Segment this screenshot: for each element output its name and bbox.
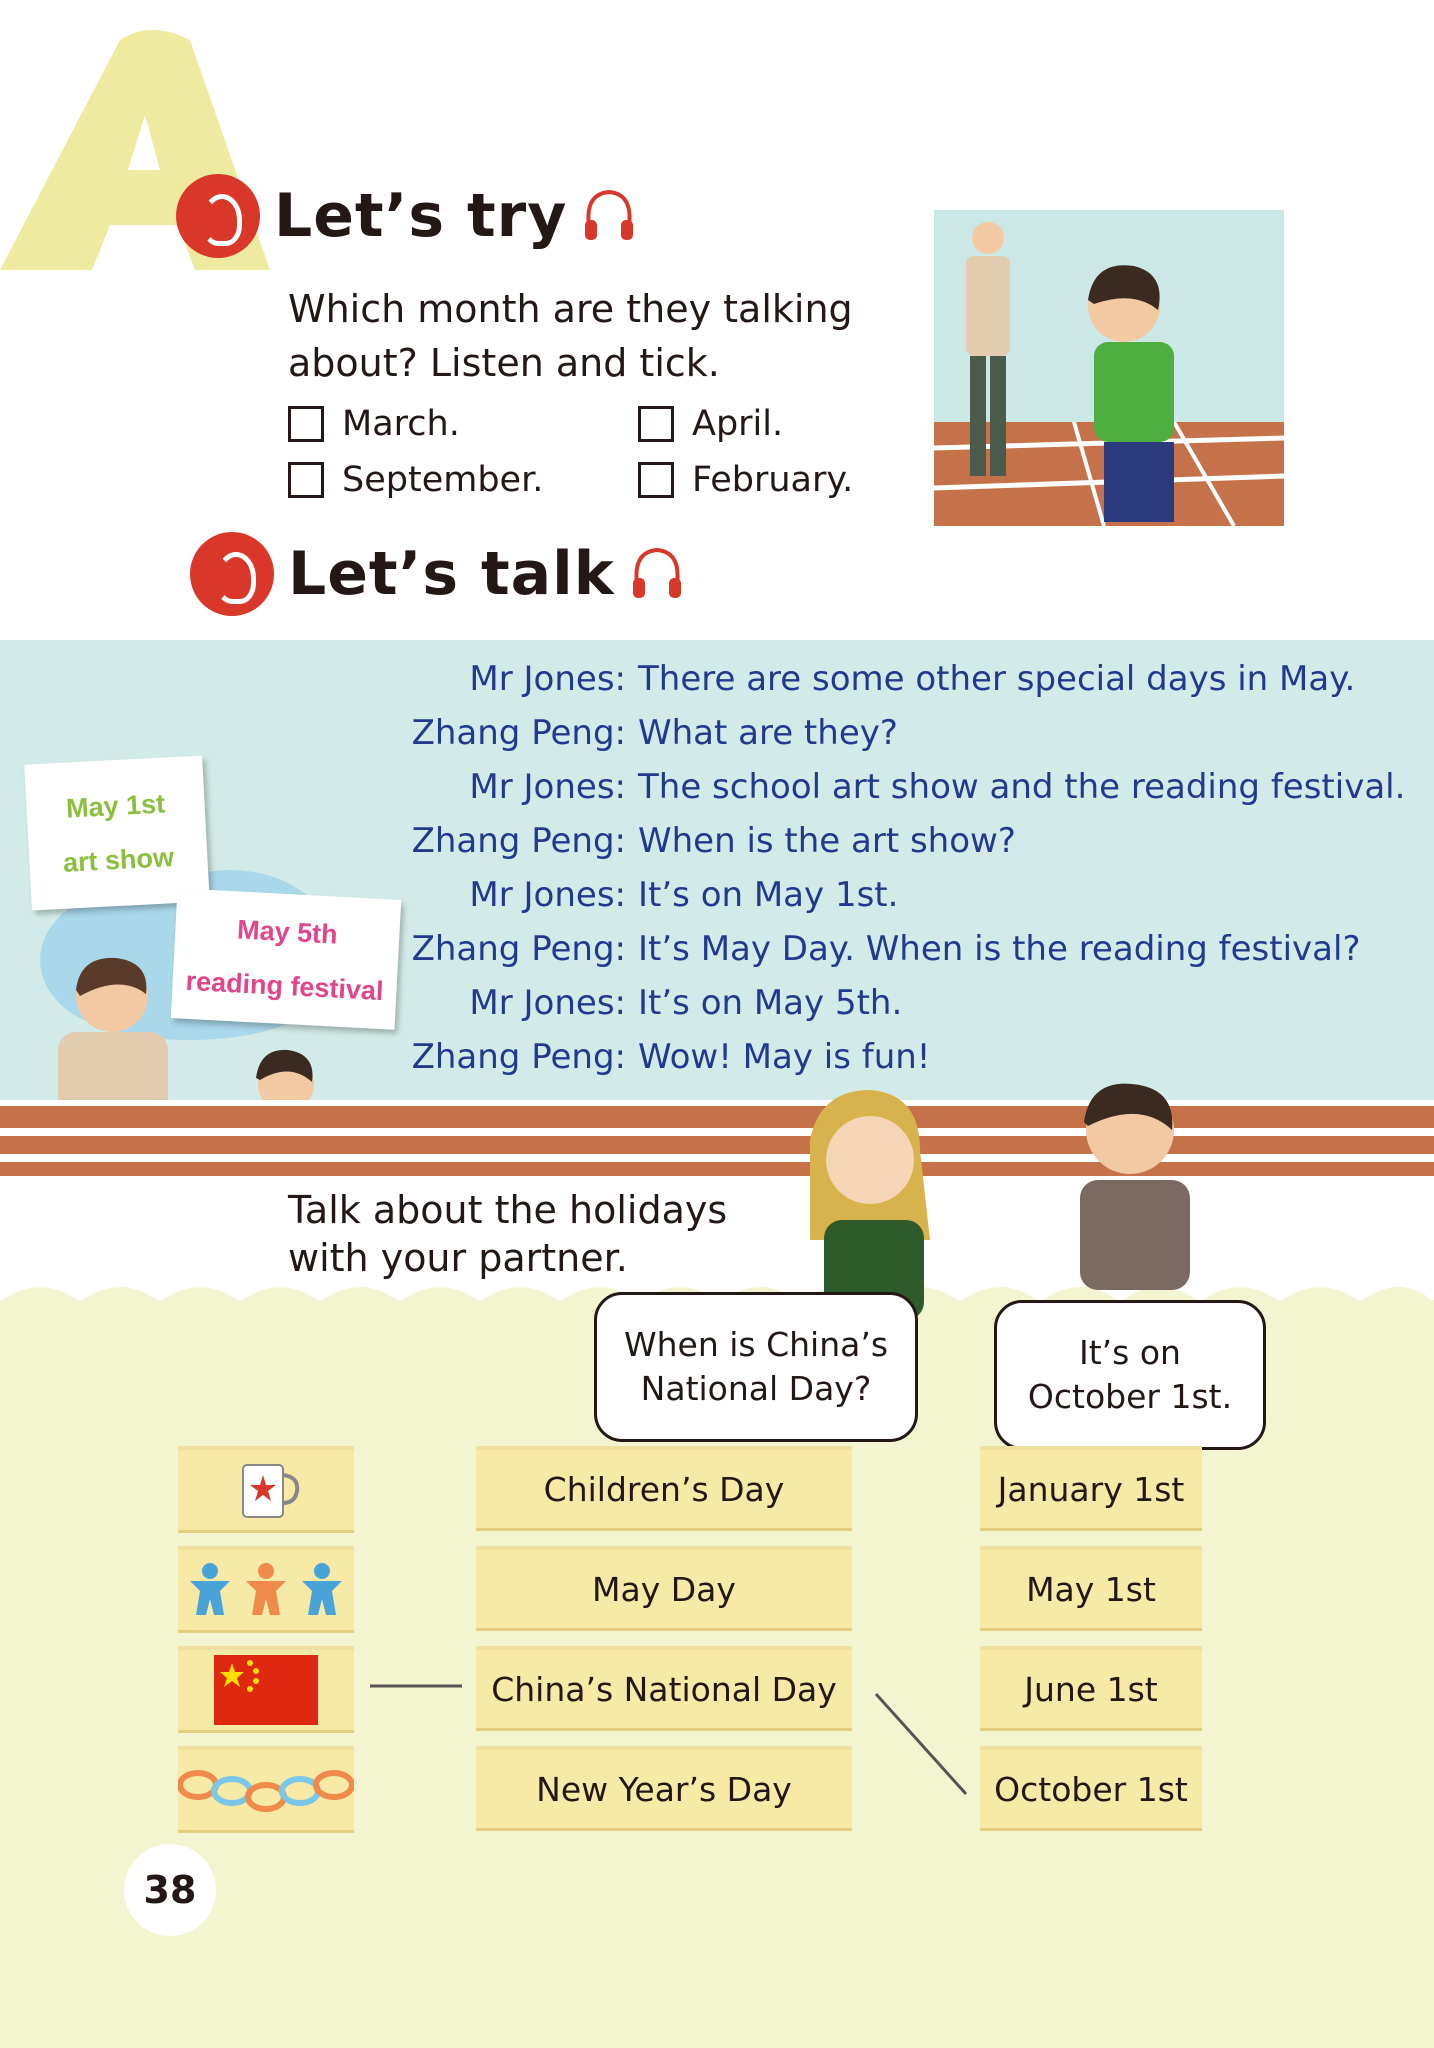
picture-slip-mug[interactable] — [178, 1446, 354, 1530]
speaker: Zhang Peng: — [411, 1037, 626, 1077]
speaker: Zhang Peng: — [411, 713, 626, 753]
headphone-icon[interactable] — [629, 544, 685, 604]
try-instruction-line1: Which month are they talking — [288, 287, 853, 331]
date-label: June 1st — [1024, 1669, 1158, 1709]
utterance: It’s May Day. When is the reading festival? — [638, 929, 1361, 969]
lets-try-title: Let’s try — [274, 181, 568, 251]
paper-dolls-icon — [178, 1555, 354, 1625]
picture-slip-paper-chain[interactable] — [178, 1746, 354, 1830]
picture-slip-paper-dolls[interactable] — [178, 1546, 354, 1630]
lets-talk-header — [190, 532, 685, 616]
option-label: February. — [692, 460, 854, 500]
holiday-slip[interactable] — [476, 1546, 852, 1628]
checkbox[interactable] — [288, 462, 324, 498]
utterance: There are some other special days in May. — [638, 659, 1356, 699]
bubble-line1: When is China’s — [623, 1325, 889, 1364]
utterance: What are they? — [638, 713, 898, 753]
option-label: March. — [342, 404, 460, 444]
girl-speech-bubble — [594, 1292, 918, 1442]
holiday-slip[interactable] — [476, 1646, 852, 1728]
holiday-label: May Day — [592, 1569, 736, 1609]
holiday-slip[interactable] — [476, 1746, 852, 1828]
checkbox[interactable] — [638, 406, 674, 442]
dialogue-line — [396, 760, 1405, 814]
try-instruction-line2: about? Listen and tick. — [288, 341, 720, 385]
activity-instruction — [288, 1186, 727, 1282]
dialogue-line — [396, 922, 1405, 976]
option-september[interactable] — [288, 460, 543, 500]
card-event: art show — [62, 842, 175, 878]
holiday-slip[interactable] — [476, 1446, 852, 1528]
try-instruction — [288, 282, 853, 390]
activity-instruction-line2: with your partner. — [288, 1236, 628, 1280]
utterance: Wow! May is fun! — [638, 1037, 931, 1077]
card-event: reading festival — [184, 965, 385, 1007]
page-number: 38 — [124, 1844, 216, 1936]
holiday-label: New Year’s Day — [536, 1769, 792, 1809]
option-february[interactable] — [638, 460, 853, 500]
utterance: It’s on May 1st. — [638, 875, 899, 915]
date-slip[interactable] — [980, 1446, 1202, 1528]
speaker: Mr Jones: — [469, 767, 626, 807]
dialogue-line — [396, 868, 1405, 922]
speaker: Zhang Peng: — [411, 929, 626, 969]
date-label: October 1st — [994, 1769, 1188, 1809]
lets-try-header — [176, 174, 637, 258]
utterance: It’s on May 5th. — [638, 983, 903, 1023]
dialogue — [396, 652, 1405, 1084]
lets-talk-title: Let’s talk — [288, 539, 615, 609]
holiday-label: China’s National Day — [491, 1669, 837, 1709]
activity-instruction-line1: Talk about the holidays — [288, 1188, 728, 1232]
date-slip[interactable] — [980, 1546, 1202, 1628]
paper-chain-icon — [178, 1755, 354, 1825]
boy-speech-bubble — [994, 1300, 1266, 1450]
utterance: The school art show and the reading festival. — [638, 767, 1406, 807]
example-match-line-right — [872, 1690, 972, 1800]
card-date: May 5th — [236, 914, 339, 950]
utterance: When is the art show? — [638, 821, 1016, 861]
dialogue-line — [396, 976, 1405, 1030]
speaker: Mr Jones: — [469, 875, 626, 915]
date-slip[interactable] — [980, 1646, 1202, 1728]
card-date: May 1st — [65, 788, 166, 824]
checkbox[interactable] — [288, 406, 324, 442]
checkbox[interactable] — [638, 462, 674, 498]
example-match-line-left — [370, 1680, 470, 1692]
running-track-illustration — [934, 210, 1284, 526]
speaker: Mr Jones: — [469, 983, 626, 1023]
date-label: January 1st — [997, 1469, 1185, 1509]
option-label: April. — [692, 404, 784, 444]
art-show-card — [24, 755, 209, 910]
option-april[interactable] — [638, 404, 783, 444]
speaker: Zhang Peng: — [411, 821, 626, 861]
picture-slip-flag[interactable] — [178, 1646, 354, 1730]
date-slip[interactable] — [980, 1746, 1202, 1828]
mug-icon — [231, 1457, 301, 1523]
headphone-icon[interactable] — [581, 186, 637, 246]
girl-and-boy-illustration — [780, 1070, 1320, 1320]
holiday-label: Children’s Day — [543, 1469, 785, 1509]
bubble-line2: October 1st. — [1027, 1377, 1233, 1416]
china-flag-icon — [214, 1655, 318, 1725]
option-march[interactable] — [288, 404, 460, 444]
talk-icon — [190, 532, 274, 616]
date-label: May 1st — [1026, 1569, 1156, 1609]
speaker: Mr Jones: — [469, 659, 626, 699]
dialogue-line — [396, 652, 1405, 706]
option-label: September. — [342, 460, 544, 500]
dialogue-line — [396, 706, 1405, 760]
dialogue-line — [396, 814, 1405, 868]
bubble-line2: National Day? — [640, 1369, 872, 1408]
bubble-line1: It’s on — [1079, 1333, 1181, 1372]
listen-icon — [176, 174, 260, 258]
